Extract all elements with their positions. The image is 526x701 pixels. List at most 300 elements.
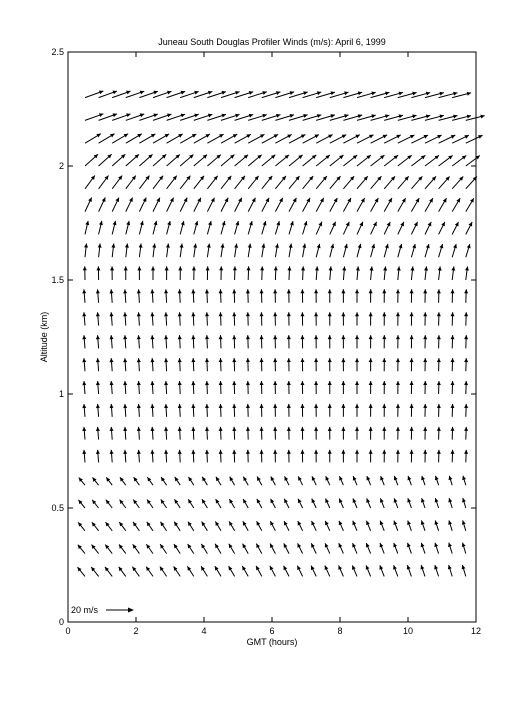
wind-vector (77, 567, 85, 576)
wind-vector (396, 404, 400, 417)
wind-vector (82, 450, 86, 463)
wind-vector (270, 566, 276, 577)
wind-vector (215, 544, 221, 554)
wind-vector-head (222, 114, 226, 118)
wind-vector (316, 244, 320, 257)
wind-vector-head (300, 312, 304, 316)
wind-vector (369, 335, 373, 348)
wind-vector (298, 521, 303, 531)
wind-vector-head (287, 450, 291, 454)
wind-vector-head (328, 312, 332, 316)
wind-vector-head (133, 522, 137, 526)
wind-vector-head (205, 358, 209, 362)
wind-vector (153, 221, 157, 234)
wind-vector (243, 544, 249, 554)
wind-vector (326, 476, 330, 485)
wind-vector (233, 266, 237, 280)
wind-vector (423, 358, 427, 371)
wind-vector (229, 566, 235, 576)
wind-vector (421, 498, 425, 508)
wind-vector (437, 427, 441, 440)
wind-vector (380, 521, 384, 531)
wind-vector-head (110, 427, 114, 431)
wind-vector-head (273, 358, 277, 362)
wind-vector-head (219, 358, 223, 362)
wind-vector-head (206, 266, 210, 270)
wind-vector (325, 499, 329, 508)
wind-vector-head (260, 404, 264, 408)
wind-vector-head (410, 404, 414, 408)
wind-vector-head (82, 381, 86, 385)
wind-vector (234, 244, 238, 258)
wind-vector (330, 244, 334, 257)
wind-vector (328, 289, 332, 303)
wind-vector-head (110, 358, 114, 362)
wind-vector (275, 221, 280, 234)
wind-vector (82, 358, 86, 371)
wind-vector (106, 477, 112, 485)
wind-vector (273, 312, 277, 325)
wind-vector (396, 312, 400, 325)
wind-vector (235, 221, 240, 234)
wind-vector-head (96, 427, 100, 431)
wind-vector (437, 381, 441, 394)
wind-vector (235, 155, 248, 166)
wind-vector-head (423, 335, 427, 339)
wind-vector (194, 198, 201, 212)
wind-vector-head (232, 358, 236, 362)
wind-vector (357, 155, 371, 166)
wind-vector-head (164, 312, 168, 316)
wind-vector (126, 221, 130, 235)
wind-vector-head (96, 312, 100, 316)
wind-vector (150, 335, 154, 348)
wind-vector-head (153, 113, 157, 117)
wind-vector-head (450, 358, 454, 362)
wind-vector (369, 381, 373, 394)
wind-vector-head (260, 289, 264, 293)
wind-vector (160, 567, 167, 577)
wind-vector (126, 198, 133, 212)
wind-vector (339, 498, 343, 508)
wind-vector-head (435, 498, 439, 502)
x-tick-label: 8 (337, 626, 343, 636)
wind-vector (396, 335, 400, 348)
wind-vector (83, 266, 87, 280)
wind-vector-head (341, 404, 345, 408)
wind-vector (314, 335, 318, 348)
wind-vector-head (437, 404, 441, 408)
wind-vector (273, 381, 277, 394)
wind-vector (167, 154, 180, 166)
wind-vector (384, 155, 398, 166)
wind-vector-head (124, 266, 128, 270)
wind-vector (465, 266, 469, 280)
wind-vector-head (205, 404, 209, 408)
wind-vector-head (437, 335, 441, 339)
wind-vector-head (437, 312, 441, 316)
wind-vector (235, 134, 251, 143)
wind-vector-head (328, 427, 332, 431)
wind-vector-head (191, 312, 195, 316)
wind-vector (242, 566, 248, 576)
wind-vector (408, 476, 412, 485)
wind-vector (178, 312, 182, 325)
wind-vector-head (396, 404, 400, 408)
wind-vector (311, 521, 316, 531)
wind-vector (92, 477, 98, 485)
wind-vector-head (191, 404, 195, 408)
wind-vector (257, 521, 262, 531)
wind-vector (248, 221, 253, 234)
wind-vector (289, 198, 296, 212)
wind-vector-head (421, 476, 425, 480)
wind-vector-head (382, 335, 386, 339)
wind-vector (152, 244, 156, 258)
wind-vector (146, 544, 153, 553)
wind-vector (384, 135, 401, 143)
wind-vector-head (83, 266, 87, 270)
wind-vector-head (208, 114, 212, 118)
wind-vector-head (341, 450, 345, 454)
wind-vector-head (301, 266, 305, 270)
wind-vector (410, 289, 414, 303)
wind-vector (398, 176, 409, 188)
wind-vector (147, 477, 153, 485)
wind-vector (235, 198, 242, 212)
wind-vector-head (369, 358, 373, 362)
wind-vector (273, 404, 277, 417)
wind-vector (450, 335, 454, 348)
wind-vector-head (96, 381, 100, 385)
wind-vector (161, 499, 167, 508)
wind-vector (398, 222, 404, 235)
wind-vector (314, 450, 318, 463)
wind-vector (262, 198, 269, 212)
wind-vector (289, 155, 303, 166)
wind-vector (287, 358, 291, 371)
wind-vector-head (450, 404, 454, 408)
wind-vector-head (287, 358, 291, 362)
wind-vector (262, 221, 267, 234)
wind-vector (85, 134, 101, 144)
wind-vector-head (96, 450, 100, 454)
wind-vector (178, 404, 182, 417)
wind-vector (287, 404, 291, 417)
wind-vector (260, 289, 264, 303)
wind-vector-head (369, 289, 373, 293)
wind-vector (329, 266, 333, 280)
wind-vector (369, 289, 373, 303)
wind-vector-head (178, 266, 182, 270)
wind-vector-head (289, 244, 293, 248)
wind-vector (191, 358, 195, 371)
wind-vector-head (382, 289, 386, 293)
wind-vector (112, 221, 116, 235)
wind-vector (328, 312, 332, 325)
wind-vector (425, 155, 439, 166)
wind-vector-head (146, 567, 150, 571)
wind-vector-head (137, 289, 141, 293)
wind-vector-head (150, 312, 154, 316)
wind-vector-head (147, 499, 151, 503)
wind-vector (407, 543, 411, 554)
y-tick-label: 0.5 (51, 503, 64, 513)
wind-vector (411, 135, 428, 143)
wind-vector-head (123, 450, 127, 454)
wind-vector (207, 198, 214, 212)
wind-vector (139, 134, 155, 143)
wind-vector (232, 335, 236, 348)
wind-vector (167, 198, 174, 212)
wind-vector-head (396, 427, 400, 431)
wind-vector (123, 381, 127, 394)
wind-vector (256, 566, 262, 577)
wind-vector-head (110, 404, 114, 408)
wind-vector (246, 335, 250, 348)
wind-vector (123, 335, 127, 348)
wind-vector (450, 427, 454, 440)
wind-vector-head (205, 450, 209, 454)
wind-vector-head (164, 335, 168, 339)
wind-vector-head (421, 543, 425, 547)
wind-vector (384, 198, 392, 212)
wind-vector-head (314, 312, 318, 316)
wind-vector (273, 450, 277, 463)
wind-vector-head (126, 221, 130, 225)
wind-vector (188, 499, 194, 508)
wind-vector (425, 198, 433, 211)
wind-vector-head (150, 381, 154, 385)
wind-vector (229, 499, 234, 508)
wind-vector (110, 381, 114, 394)
wind-vector-head (178, 358, 182, 362)
wind-vector-head (410, 289, 414, 293)
wind-vector-head (246, 266, 250, 270)
wind-vector-head (382, 427, 386, 431)
wind-vector (450, 381, 454, 394)
wind-vector (207, 155, 220, 166)
wind-vector (302, 244, 306, 258)
wind-vector-head (341, 335, 345, 339)
wind-vector (137, 312, 141, 325)
wind-vector (262, 176, 272, 189)
x-tick-label: 10 (402, 626, 414, 636)
wind-vector-head (246, 450, 250, 454)
wind-vector-head (437, 289, 441, 293)
wind-vector (464, 381, 468, 394)
wind-vector (352, 565, 357, 576)
scale-reference-arrow-head (128, 608, 134, 613)
wind-vector (147, 522, 153, 531)
wind-vector-head (192, 266, 196, 270)
wind-vector (407, 521, 411, 531)
wind-vector-head (287, 427, 291, 431)
wind-vector-head (423, 381, 427, 385)
wind-vector-head (222, 91, 226, 95)
wind-vector (232, 381, 236, 394)
wind-vector-head (178, 404, 182, 408)
wind-vector-head (274, 266, 278, 270)
wind-vector (314, 358, 318, 371)
wind-vector (382, 450, 386, 463)
wind-vector-head (140, 113, 144, 117)
wind-vector (316, 198, 323, 212)
wind-vector (192, 266, 196, 280)
wind-vector-head (161, 499, 165, 503)
wind-vector-head (328, 450, 332, 454)
wind-vector (193, 244, 197, 258)
wind-vector (167, 221, 171, 234)
y-tick-label: 1 (58, 389, 64, 399)
wind-vector-head (246, 289, 250, 293)
wind-vector-head (355, 358, 359, 362)
wind-vector (303, 135, 319, 144)
wind-vector (105, 567, 112, 577)
wind-vector (205, 404, 209, 417)
wind-vector (262, 155, 276, 166)
wind-vector (123, 404, 127, 417)
wind-vector (407, 498, 411, 508)
wind-vector (357, 176, 368, 189)
wind-vector (314, 289, 318, 303)
wind-vector (260, 450, 264, 463)
wind-vector (330, 135, 346, 144)
wind-vector-head (110, 381, 114, 385)
wind-vector (96, 266, 100, 280)
wind-vector (120, 477, 126, 485)
wind-vector (273, 335, 277, 348)
wind-vector-head (382, 312, 386, 316)
wind-vector (221, 155, 234, 166)
wind-vector (466, 177, 477, 189)
wind-vector (312, 476, 316, 485)
wind-vector (178, 450, 182, 463)
wind-vector (202, 522, 208, 531)
wind-vector (316, 155, 330, 166)
wind-vector (284, 521, 289, 531)
wind-vector-head (355, 427, 359, 431)
wind-vector-head (150, 335, 154, 339)
wind-vector-head (178, 312, 182, 316)
wind-vector-head (314, 335, 318, 339)
wind-vector-head (219, 450, 223, 454)
wind-vector-head (273, 335, 277, 339)
wind-vector (164, 358, 168, 371)
wind-vector (328, 335, 332, 348)
wind-vector (410, 427, 414, 440)
wind-vector (248, 155, 261, 166)
wind-vector (341, 427, 345, 440)
wind-vector (424, 266, 428, 280)
wind-vector-head (161, 477, 165, 481)
wind-vector (423, 381, 427, 394)
wind-vector (341, 404, 345, 417)
wind-vector-head (160, 567, 164, 571)
wind-vector-head (219, 312, 223, 316)
wind-vector (125, 244, 129, 258)
wind-vector-head (464, 358, 468, 362)
wind-vector (178, 358, 182, 371)
wind-vector (262, 134, 278, 143)
wind-vector-head (219, 427, 223, 431)
wind-vector-head (205, 381, 209, 385)
wind-vector-head (421, 498, 425, 502)
wind-vector (435, 498, 439, 508)
wind-vector (165, 266, 169, 280)
wind-vector (355, 358, 359, 371)
wind-vector (271, 499, 276, 508)
wind-vector (452, 244, 457, 257)
wind-vector-head (150, 427, 154, 431)
wind-vector (355, 335, 359, 348)
wind-vector-head (421, 565, 425, 569)
wind-vector-head (300, 358, 304, 362)
wind-vector (411, 198, 419, 212)
wind-vector (246, 289, 250, 303)
wind-vector-head (232, 427, 236, 431)
wind-vector (191, 450, 195, 463)
wind-vector (246, 381, 250, 394)
wind-vector (357, 244, 361, 257)
wind-vector (119, 567, 126, 577)
wind-vector (287, 450, 291, 463)
wind-vector (180, 198, 187, 212)
wind-vector (439, 198, 447, 211)
wind-vector-head (164, 404, 168, 408)
wind-vector-head (246, 358, 250, 362)
wind-vector-head (314, 427, 318, 431)
wind-vector-head (437, 450, 441, 454)
wind-vector-head (273, 404, 277, 408)
wind-vector (311, 566, 316, 577)
wind-vector (328, 404, 332, 417)
wind-vector (452, 176, 463, 188)
wind-vector-head (341, 381, 345, 385)
wind-vector (314, 427, 318, 440)
wind-vector (397, 266, 401, 280)
wind-vector (298, 499, 303, 508)
wind-vector (167, 176, 177, 189)
wind-vector-head (314, 450, 318, 454)
wind-vector (191, 289, 195, 303)
wind-vector (466, 198, 474, 211)
wind-vector-head (82, 358, 86, 362)
wind-vector-head (287, 312, 291, 316)
wind-vector (260, 312, 264, 325)
wind-vector (384, 222, 390, 235)
wind-vector (216, 499, 221, 508)
wind-vector-head (260, 266, 264, 270)
wind-vector-head (154, 221, 158, 225)
wind-vector (339, 521, 344, 531)
wind-vector (164, 335, 168, 348)
wind-vector-head (341, 427, 345, 431)
wind-vector (312, 499, 317, 508)
wind-vector (284, 499, 289, 508)
wind-vector (180, 244, 184, 258)
wind-vector-head (273, 427, 277, 431)
wind-vector (466, 135, 483, 143)
wind-vector (232, 427, 236, 440)
wind-vector (180, 221, 184, 234)
wind-vector-head (82, 312, 86, 316)
wind-vector (174, 566, 181, 576)
wind-vector-head (132, 567, 136, 571)
wind-vector (437, 335, 441, 348)
wind-vector (425, 244, 430, 257)
wind-vector (207, 244, 211, 258)
